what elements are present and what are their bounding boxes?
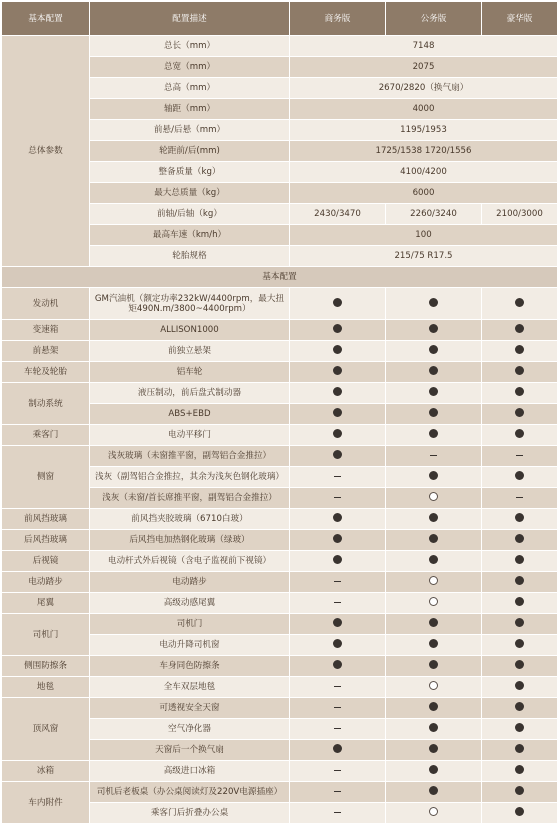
value-cell: 2260/3240 <box>386 204 482 225</box>
category-cell: 后视镜 <box>2 551 90 572</box>
header-row <box>2 2 558 36</box>
standard-dot-icon <box>429 702 438 711</box>
category-cell: 变速箱 <box>2 320 90 341</box>
description-cell: 司机门 <box>90 614 290 635</box>
category-cell: 电动踏步 <box>2 572 90 593</box>
standard-dot-icon <box>515 723 524 732</box>
category-cell: 司机门 <box>2 614 90 656</box>
standard-dot-icon <box>515 576 524 585</box>
description-cell: 浅灰（未窗/首长席推平窗，副驾铝合金推拉） <box>90 488 290 509</box>
spec-row <box>2 698 558 719</box>
spec-row <box>2 446 558 467</box>
spec-row <box>2 614 558 635</box>
not-available-dash-icon <box>334 812 341 813</box>
description-cell: 天窗后一个换气扇 <box>90 740 290 761</box>
standard-dot-icon <box>515 597 524 606</box>
description-cell: 轴距（mm） <box>90 99 290 120</box>
spec-row <box>2 383 558 404</box>
mark-cell <box>482 288 558 320</box>
standard-dot-icon <box>515 660 524 669</box>
description-cell: 电动踏步 <box>90 572 290 593</box>
mark-cell <box>386 509 482 530</box>
standard-dot-icon <box>333 555 342 564</box>
standard-dot-icon <box>333 366 342 375</box>
mark-cell <box>482 698 558 719</box>
mark-cell <box>482 488 558 509</box>
header-luxury: 豪华版 <box>482 2 558 36</box>
not-available-dash-icon <box>334 476 341 477</box>
standard-dot-icon <box>429 660 438 669</box>
mark-cell <box>386 551 482 572</box>
standard-dot-icon <box>429 723 438 732</box>
optional-circle-icon <box>429 492 438 501</box>
mark-cell <box>386 488 482 509</box>
mark-cell <box>386 320 482 341</box>
standard-dot-icon <box>333 639 342 648</box>
mark-cell <box>290 530 386 551</box>
mark-cell <box>290 488 386 509</box>
category-cell: 侧窗 <box>2 446 90 509</box>
not-available-dash-icon <box>516 455 523 456</box>
mark-cell <box>290 425 386 446</box>
description-cell: 高级进口冰箱 <box>90 761 290 782</box>
mark-cell <box>482 509 558 530</box>
mark-cell <box>482 425 558 446</box>
spec-row <box>2 320 558 341</box>
standard-dot-icon <box>515 744 524 753</box>
not-available-dash-icon <box>334 707 341 708</box>
spec-body <box>2 36 558 824</box>
mark-cell <box>386 698 482 719</box>
spec-row <box>2 677 558 698</box>
standard-dot-icon <box>429 534 438 543</box>
mark-cell <box>482 719 558 740</box>
mark-cell <box>482 404 558 425</box>
description-cell: ABS+EBD <box>90 404 290 425</box>
category-cell: 尾翼 <box>2 593 90 614</box>
standard-dot-icon <box>515 765 524 774</box>
value-cell: 2100/3000 <box>482 204 558 225</box>
mark-cell <box>386 404 482 425</box>
description-cell: 轮胎规格 <box>90 246 290 267</box>
description-cell: 高级动感尾翼 <box>90 593 290 614</box>
spec-row <box>2 572 558 593</box>
description-cell: 前风挡夹胶玻璃（6710白玻） <box>90 509 290 530</box>
standard-dot-icon <box>429 298 438 307</box>
mark-cell <box>482 572 558 593</box>
spec-row <box>2 509 558 530</box>
mark-cell <box>290 761 386 782</box>
mark-cell <box>290 404 386 425</box>
standard-dot-icon <box>429 471 438 480</box>
mark-cell <box>290 698 386 719</box>
category-cell: 乘客门 <box>2 425 90 446</box>
category-cell: 后风挡玻璃 <box>2 530 90 551</box>
value-cell: 1725/1538 1720/1556 <box>290 141 558 162</box>
spec-row <box>2 593 558 614</box>
mark-cell <box>386 614 482 635</box>
description-cell: 整备质量（kg） <box>90 162 290 183</box>
optional-circle-icon <box>429 597 438 606</box>
description-cell: 司机后老板桌（办公桌阅读灯及220V电源插座） <box>90 782 290 803</box>
value-cell: 100 <box>290 225 558 246</box>
mark-cell <box>482 761 558 782</box>
standard-dot-icon <box>515 324 524 333</box>
mark-cell <box>290 288 386 320</box>
mark-cell <box>386 467 482 488</box>
spec-row <box>2 341 558 362</box>
header-business: 商务版 <box>290 2 386 36</box>
mark-cell <box>386 288 482 320</box>
description-cell: 最大总质量（kg） <box>90 183 290 204</box>
description-cell: 轮距前/后(mm) <box>90 141 290 162</box>
spec-row <box>2 425 558 446</box>
standard-dot-icon <box>429 324 438 333</box>
mark-cell <box>386 341 482 362</box>
standard-dot-icon <box>515 387 524 396</box>
value-cell: 2430/3470 <box>290 204 386 225</box>
description-cell: 浅灰玻璃（未窗推平窗，副驾铝合金推拉） <box>90 446 290 467</box>
standard-dot-icon <box>429 513 438 522</box>
value-cell: 7148 <box>290 36 558 57</box>
mark-cell <box>482 803 558 824</box>
mark-cell <box>290 803 386 824</box>
mark-cell <box>290 446 386 467</box>
mark-cell <box>290 362 386 383</box>
standard-dot-icon <box>429 744 438 753</box>
mark-cell <box>386 425 482 446</box>
standard-dot-icon <box>333 744 342 753</box>
description-cell: 空气净化器 <box>90 719 290 740</box>
value-cell: 215/75 R17.5 <box>290 246 558 267</box>
section-title: 基本配置 <box>2 267 558 288</box>
value-cell: 4100/4200 <box>290 162 558 183</box>
spec-row <box>2 362 558 383</box>
category-cell: 前悬架 <box>2 341 90 362</box>
standard-dot-icon <box>515 408 524 417</box>
standard-dot-icon <box>515 429 524 438</box>
mark-cell <box>482 782 558 803</box>
spec-row <box>2 288 558 320</box>
standard-dot-icon <box>515 345 524 354</box>
mark-cell <box>386 782 482 803</box>
spec-row <box>2 530 558 551</box>
header-basic-config: 基本配置 <box>2 2 90 36</box>
description-cell: 前轴/后轴（kg） <box>90 204 290 225</box>
not-available-dash-icon <box>334 602 341 603</box>
standard-dot-icon <box>429 765 438 774</box>
category-cell: 侧围防擦条 <box>2 656 90 677</box>
category-cell: 车轮及轮胎 <box>2 362 90 383</box>
not-available-dash-icon <box>334 581 341 582</box>
standard-dot-icon <box>333 429 342 438</box>
description-cell: 总宽（mm） <box>90 57 290 78</box>
description-cell: 电动平移门 <box>90 425 290 446</box>
standard-dot-icon <box>429 387 438 396</box>
description-cell: 前悬/后悬（mm） <box>90 120 290 141</box>
optional-circle-icon <box>429 807 438 816</box>
category-cell: 总体参数 <box>2 36 90 267</box>
mark-cell <box>290 677 386 698</box>
description-cell: 总高（mm） <box>90 78 290 99</box>
mark-cell <box>482 446 558 467</box>
mark-cell <box>290 551 386 572</box>
mark-cell <box>386 656 482 677</box>
mark-cell <box>290 740 386 761</box>
header-official: 公务版 <box>386 2 482 36</box>
mark-cell <box>482 656 558 677</box>
not-available-dash-icon <box>334 686 341 687</box>
description-cell: 后风挡电加热钢化玻璃（绿玻） <box>90 530 290 551</box>
standard-dot-icon <box>333 408 342 417</box>
standard-dot-icon <box>515 807 524 816</box>
value-cell: 4000 <box>290 99 558 120</box>
description-cell: ALLISON1000 <box>90 320 290 341</box>
category-cell: 车内附件 <box>2 782 90 824</box>
description-cell: 电动杆式外后视镜（含电子监视前下视镜） <box>90 551 290 572</box>
description-cell: 乘客门后折叠办公桌 <box>90 803 290 824</box>
mark-cell <box>290 341 386 362</box>
mark-cell <box>290 509 386 530</box>
mark-cell <box>386 719 482 740</box>
mark-cell <box>482 635 558 656</box>
mark-cell <box>290 719 386 740</box>
standard-dot-icon <box>333 324 342 333</box>
mark-cell <box>482 530 558 551</box>
standard-dot-icon <box>515 639 524 648</box>
not-available-dash-icon <box>334 791 341 792</box>
standard-dot-icon <box>515 786 524 795</box>
spec-row <box>2 656 558 677</box>
standard-dot-icon <box>333 450 342 459</box>
mark-cell <box>482 740 558 761</box>
standard-dot-icon <box>333 534 342 543</box>
mark-cell <box>386 383 482 404</box>
not-available-dash-icon <box>430 455 437 456</box>
value-cell: 2075 <box>290 57 558 78</box>
standard-dot-icon <box>429 639 438 648</box>
not-available-dash-icon <box>334 497 341 498</box>
category-cell: 发动机 <box>2 288 90 320</box>
standard-dot-icon <box>515 618 524 627</box>
description-cell: 总长（mm） <box>90 36 290 57</box>
optional-circle-icon <box>429 576 438 585</box>
description-cell: 最高车速（km/h） <box>90 225 290 246</box>
mark-cell <box>290 593 386 614</box>
description-cell: 铝车轮 <box>90 362 290 383</box>
mark-cell <box>386 593 482 614</box>
mark-cell <box>482 320 558 341</box>
standard-dot-icon <box>333 513 342 522</box>
mark-cell <box>386 635 482 656</box>
value-cell: 6000 <box>290 183 558 204</box>
mark-cell <box>482 593 558 614</box>
mark-cell <box>386 572 482 593</box>
mark-cell <box>386 446 482 467</box>
standard-dot-icon <box>515 298 524 307</box>
standard-dot-icon <box>515 366 524 375</box>
description-cell: 前独立悬架 <box>90 341 290 362</box>
description-cell: 车身同色防擦条 <box>90 656 290 677</box>
description-cell: 电动升降司机窗 <box>90 635 290 656</box>
value-cell: 1195/1953 <box>290 120 558 141</box>
category-cell: 前风挡玻璃 <box>2 509 90 530</box>
category-cell: 地毯 <box>2 677 90 698</box>
mark-cell <box>290 467 386 488</box>
spec-row <box>2 782 558 803</box>
mark-cell <box>290 635 386 656</box>
mark-cell <box>482 551 558 572</box>
section-header-row <box>2 267 558 288</box>
mark-cell <box>482 467 558 488</box>
standard-dot-icon <box>515 702 524 711</box>
category-cell: 制动系统 <box>2 383 90 425</box>
spec-row <box>2 36 558 57</box>
mark-cell <box>386 362 482 383</box>
spec-row <box>2 761 558 782</box>
mark-cell <box>290 782 386 803</box>
standard-dot-icon <box>429 408 438 417</box>
standard-dot-icon <box>429 555 438 564</box>
standard-dot-icon <box>515 555 524 564</box>
standard-dot-icon <box>429 429 438 438</box>
standard-dot-icon <box>429 345 438 354</box>
description-cell: 液压制动，前后盘式制动器 <box>90 383 290 404</box>
header-description: 配置描述 <box>90 2 290 36</box>
mark-cell <box>386 740 482 761</box>
mark-cell <box>386 530 482 551</box>
standard-dot-icon <box>333 298 342 307</box>
standard-dot-icon <box>333 387 342 396</box>
description-cell: 可透视安全天窗 <box>90 698 290 719</box>
mark-cell <box>386 803 482 824</box>
standard-dot-icon <box>429 366 438 375</box>
mark-cell <box>482 341 558 362</box>
mark-cell <box>482 362 558 383</box>
spec-table <box>1 1 558 824</box>
mark-cell <box>290 320 386 341</box>
mark-cell <box>386 677 482 698</box>
value-cell: 2670/2820（换气扇） <box>290 78 558 99</box>
description-cell: 全车双层地毯 <box>90 677 290 698</box>
description-cell: GM汽油机（额定功率232kW/4400rpm，最大扭矩490N.m/3800~4400rpm） <box>90 288 290 320</box>
description-cell: 浅灰（副驾铝合金推拉，其余为浅灰色钢化玻璃） <box>90 467 290 488</box>
mark-cell <box>290 572 386 593</box>
mark-cell <box>290 656 386 677</box>
mark-cell <box>482 677 558 698</box>
not-available-dash-icon <box>334 770 341 771</box>
standard-dot-icon <box>333 618 342 627</box>
standard-dot-icon <box>515 513 524 522</box>
standard-dot-icon <box>429 786 438 795</box>
standard-dot-icon <box>333 345 342 354</box>
mark-cell <box>290 614 386 635</box>
mark-cell <box>290 383 386 404</box>
category-cell: 冰箱 <box>2 761 90 782</box>
mark-cell <box>482 383 558 404</box>
standard-dot-icon <box>515 534 524 543</box>
standard-dot-icon <box>333 660 342 669</box>
not-available-dash-icon <box>334 728 341 729</box>
not-available-dash-icon <box>516 497 523 498</box>
standard-dot-icon <box>515 471 524 480</box>
spec-row <box>2 551 558 572</box>
mark-cell <box>482 614 558 635</box>
standard-dot-icon <box>429 618 438 627</box>
optional-circle-icon <box>429 681 438 690</box>
standard-dot-icon <box>515 681 524 690</box>
mark-cell <box>386 761 482 782</box>
category-cell: 顶风窗 <box>2 698 90 761</box>
